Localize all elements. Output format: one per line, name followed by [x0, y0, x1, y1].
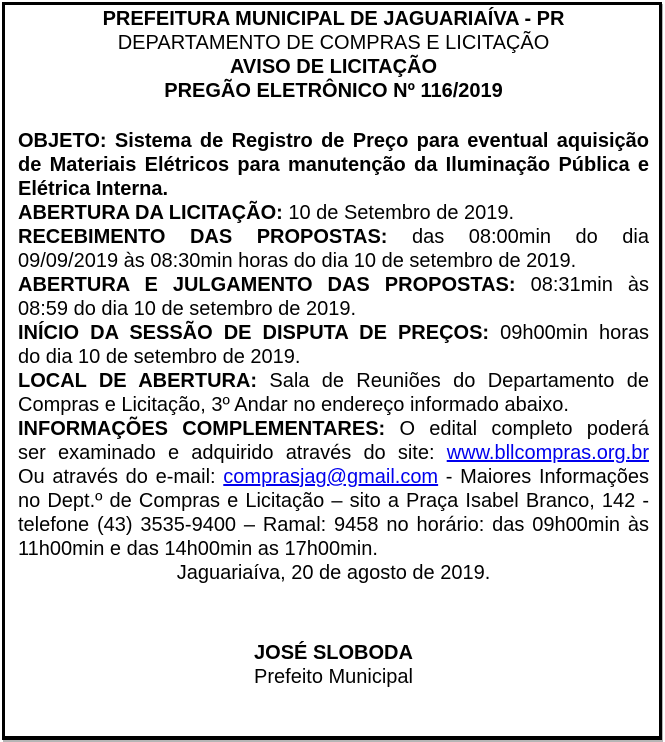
text-segment: 09h00min horas	[489, 322, 649, 344]
text-segment: PREFEITURA MUNICIPAL DE JAGUARIAÍVA - PR	[102, 8, 565, 30]
text-segment: AVISO DE LICITAÇÃO	[229, 56, 438, 78]
disputa-line	[18, 345, 649, 369]
auction-number	[18, 79, 649, 103]
email-link[interactable]: comprasjag@gmail.com	[223, 466, 439, 488]
text-segment: ABERTURA DA LICITAÇÃO:	[18, 202, 283, 224]
informacoes-line	[18, 417, 649, 441]
text-segment: 10 de Setembro de 2019.	[282, 202, 515, 224]
informacoes-line	[18, 441, 649, 465]
local-line	[18, 393, 649, 417]
objeto-line	[18, 129, 649, 153]
department-title	[18, 31, 649, 55]
text-segment: Elétrica Interna.	[18, 178, 169, 200]
julgamento-line	[18, 273, 649, 297]
text-segment: do dia 10 de setembro de 2019.	[18, 346, 301, 368]
informacoes-line	[18, 513, 649, 537]
objeto-line	[18, 177, 649, 201]
text-segment: ser examinado e adquirido através do site:	[18, 442, 447, 464]
text-segment: telefone (43) 3535-9400 – Ramal: 9458 no horário: das 09h00min às	[18, 514, 649, 536]
notice-title	[18, 55, 649, 79]
text-segment: - Maiores Informações	[438, 466, 650, 488]
text-segment: no Dept.º de Compras e Licitação – sito a Praça Isabel Branco, 142 -	[18, 490, 649, 512]
text-segment: Sala de Reuniões do Departamento de	[257, 370, 649, 392]
recebimento-line	[18, 249, 649, 273]
document-body	[18, 129, 649, 585]
text-segment: INÍCIO DA SESSÃO DE DISPUTA DE PREÇOS:	[18, 322, 490, 344]
informacoes-line	[18, 537, 649, 561]
dateline	[18, 561, 649, 585]
text-segment: Ou através do e-mail:	[18, 466, 224, 488]
text-segment: O edital completo poderá	[385, 418, 650, 440]
text-segment: Compras e Licitação, 3º Andar no endereço informado abaixo.	[18, 394, 569, 416]
local-line	[18, 369, 649, 393]
text-segment: ABERTURA E JULGAMENTO DAS PROPOSTAS:	[18, 274, 516, 296]
text-segment: DEPARTAMENTO DE COMPRAS E LICITAÇÃO	[117, 32, 550, 54]
text-segment: 08:59 do dia 10 de setembro de 2019.	[18, 298, 357, 320]
abertura-licitacao-line	[18, 201, 649, 225]
disputa-line	[18, 321, 649, 345]
recebimento-line	[18, 225, 649, 249]
informacoes-line	[18, 489, 649, 513]
text-segment: LOCAL DE ABERTURA:	[18, 370, 258, 392]
text-segment: INFORMAÇÕES COMPLEMENTARES:	[18, 418, 386, 440]
informacoes-line	[18, 465, 649, 489]
text-segment: OBJETO: Sistema de Registro de Preço para eventual aquisição	[18, 130, 649, 152]
text-segment: de Materiais Elétricos para manutenção da Iluminação Pública e	[18, 154, 649, 176]
objeto-line	[18, 153, 649, 177]
notice-document	[2, 2, 662, 740]
julgamento-line	[18, 297, 649, 321]
text-segment: 09/09/2019 às 08:30min horas do dia 10 de setembro de 2019.	[18, 250, 577, 272]
text-segment: 08:31min às	[515, 274, 649, 296]
signature-block	[18, 641, 649, 689]
signatory-name: JOSÉ SLOBODA	[254, 642, 413, 664]
text-segment: PREGÃO ELETRÔNICO Nº 116/2019	[164, 80, 503, 102]
text-segment: Jaguariaíva, 20 de agosto de 2019.	[176, 562, 491, 584]
website-link[interactable]: www.bllcompras.org.br	[446, 442, 649, 464]
document-header	[18, 7, 649, 103]
text-segment: RECEBIMENTO DAS PROPOSTAS:	[18, 226, 388, 248]
text-segment: das 08:00min do dia	[387, 226, 650, 248]
text-segment: 11h00min e das 14h00min as 17h00min.	[18, 538, 378, 560]
signatory-title: Prefeito Municipal	[254, 666, 413, 688]
org-title	[18, 7, 649, 31]
